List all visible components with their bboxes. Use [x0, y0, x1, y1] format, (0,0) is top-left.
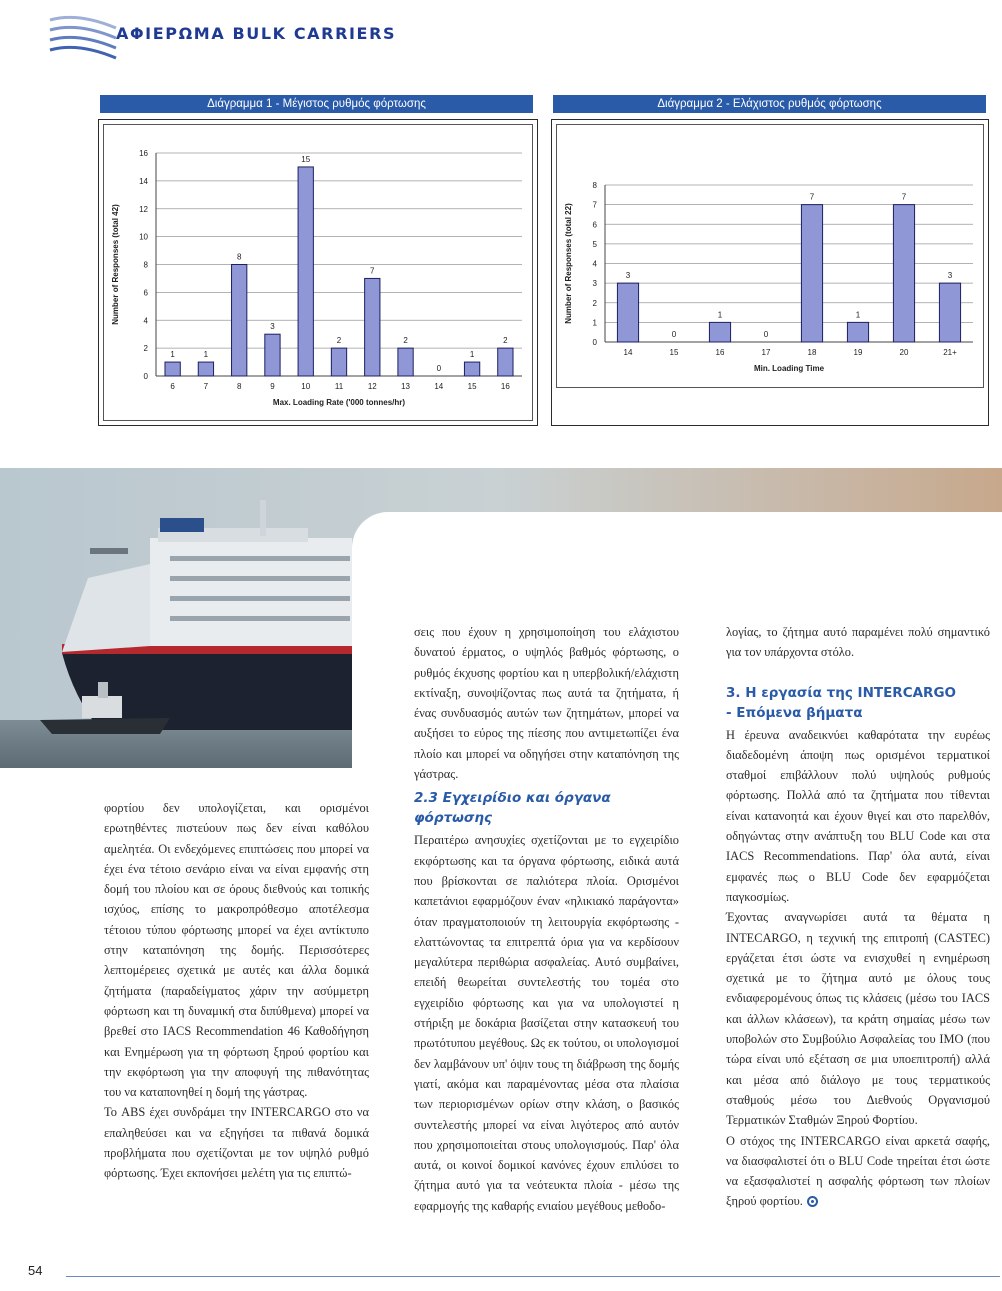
col3-paragraph-1: Η έρευνα αναδεικνύει καθαρότατα την ευρέως διαδεδομένη άποψη πως ορισμένοι τερματικοί σταθμοί επιβάλλουν πολύ υψηλούς ρυθμούς φόρτωσης. Πολλά από τα ζητήματα που τίθενται είναι κατανοητά και έχουν θιγεί και στο παρελθόν, οδηγώντας στην ανάπτυξη του BLU Code και στα IACS Recommendations. Παρ' όλα αυτά, είναι εμφανές πως ο BLU Code δεν εφαρμόζεται παγκοσμίως.	[726, 727, 990, 904]
header-wave-logo-icon	[48, 10, 118, 62]
chart1-x-tick-label: 7	[203, 382, 209, 391]
col2-body: Περαιτέρω ανησυχίες σχετίζονται με το εγχειρίδιο εκφόρτωσης και τα όργανα φόρτωσης, ειδικά αυτά που βρίσκονται σε παλιότερα πλοία. Ορισμένοι καπετάνιοι εφαρμόζουν έναν «ηλικιακό παράγοντα» όταν πραγματοποιούν τη λειτουργία εκφόρτωσης - ελαττώνοντας τα επιτρεπτά όρια για να κερδίσουν μεγαλύτερα περιθώρια ασφαλείας. Αυτό συμβαίνει, επειδή θεωρείται συντελεστής του τομέα στο εγχειρίδιο φόρτωσης και για να υπολογιστεί η στήριξη με δοκάρια βασίζεται στην κατασκευή του πρωτότυπου μεγέθους. Ως εκ τούτου, οι υπολογισμοί δεν λαμβάνουν υπ' όψιν τους τη διάβρωση της δομής γιατί, ακόμα και παραμένοντας μέσα στα πλαίσια των περιορισμένων ορίων στην κλάση, ο βασικός συντελεστής μπορεί να είναι λιγότερος από αυτόν που χρησιμοποιείται στους υπολογισμούς. Παρ' όλα αυτά, οι κοινοί δομικοί κανόνες έχουν επιλύσει το ζήτημα αυτό για τα νεότευκτα πλοία - μέσω της εφαρμογής της καθαρής ενιαίου μεγέθους μεθοδο-	[414, 833, 679, 1213]
chart2-bar	[709, 322, 730, 342]
chart2-data-label: 3	[947, 271, 953, 281]
chart1-data-label: 2	[503, 336, 508, 346]
chart1-y-tick-label: 8	[143, 260, 148, 270]
chart1-data-label: 2	[336, 336, 342, 346]
chart1-data-label: 1	[469, 350, 475, 360]
chart2-data-label: 7	[809, 192, 815, 202]
chart2-y-tick-label: 5	[592, 239, 597, 249]
chart2-data-label: 1	[855, 310, 861, 320]
chart2-y-tick-label: 4	[592, 259, 597, 269]
chart2-data-label: 7	[901, 192, 907, 202]
col3-heading-line1: 3. Η εργασία της INTERCARGO	[726, 684, 957, 701]
chart2-x-tick-label: 16	[715, 348, 725, 357]
footer-rule	[66, 1276, 1000, 1277]
chart2-y-tick-label: 8	[592, 181, 597, 190]
chart1-data-label: 15	[301, 154, 311, 164]
chart1-x-tick-label: 8	[236, 382, 242, 391]
chart2-plot-frame	[556, 124, 984, 388]
chart1-bar	[365, 278, 380, 376]
chart1-bar	[198, 362, 213, 376]
chart1-data-label: 0	[436, 364, 442, 373]
chart1-bar	[265, 334, 280, 376]
chart1-bar	[498, 348, 513, 376]
article-end-icon	[807, 1196, 818, 1207]
chart1-y-tick-label: 10	[139, 232, 148, 242]
col3-paragraph-3	[726, 1131, 990, 1212]
text-column-1	[104, 798, 369, 1184]
chart1-bar	[298, 167, 313, 376]
chart1-bar	[464, 362, 479, 376]
chart1-y-tick-label: 2	[143, 344, 148, 354]
chart2-y-axis-title: Number of Responses (total 22)	[564, 203, 573, 324]
chart2-y-tick-label: 3	[592, 279, 597, 289]
chart1-y-tick-label: 12	[139, 204, 148, 214]
chart1-plot-frame	[103, 124, 533, 421]
chart1-data-label: 1	[170, 350, 175, 360]
chart2-y-tick-label: 0	[592, 338, 597, 347]
chart1-y-tick-label: 6	[143, 288, 148, 298]
chart1-frame	[98, 119, 538, 426]
chart2-x-tick-label: 17	[761, 348, 771, 357]
chart2-data-label: 3	[625, 271, 631, 281]
chart2-x-tick-label: 14	[623, 348, 633, 357]
chart1-bar	[331, 348, 346, 376]
chart1-y-tick-label: 16	[139, 149, 148, 158]
col2-intro: σεις που έχουν η χρησιμοποίηση του ελάχιστου δυνατού έρματος, ο υψηλός βαθμός φόρτωσης, ο ρυθμός έκχυσης φορτίου και η υπερβολική/ελάχιστη εκτίναξη, συνοψίζοντας πως αυτά τα ζητήματα, ή ένας συνδυασμός αυτών των ζητημάτων, μπορεί να αυξήσει το εύρος της πίεσης που αντιμετωπίζει ένα πλοίο και μπορεί να οδηγήσει στην καταπόνηση της γάστρας.	[414, 625, 679, 782]
text-column-2	[414, 622, 679, 1216]
chart2-bar	[801, 205, 822, 342]
chart1-data-label: 7	[370, 266, 375, 276]
chart2-bar	[617, 283, 638, 342]
chart1-heading: Διάγραμμα 1 - Μέγιστος ρυθμός φόρτωσης	[100, 95, 533, 113]
chart1-x-tick-label: 9	[270, 382, 275, 391]
chart1-x-axis-title: Max. Loading Rate ('000 tonnes/hr)	[272, 398, 406, 407]
col1-paragraph-1: φορτίου δεν υπολογίζεται, και ορισμένοι ερωτηθέντες πιστεύουν πως δεν είναι καθόλου αμελητέα. Οι ενδεχόμενες επιπτώσεις που μπορεί να έχει ένα τέτοιο σενάριο είναι να είναι εμφανής στη δομή του πλοίου και σε όρους διεθνούς και τοπικής ισχύος, επίσης το μακροπρόθεσμο αποτέλεσμα τέτοιου τύπου φόρτωσης μπορεί να έχει αντίκτυπο στην καταπόνηση της δομής. Περισσότερες λεπτομέρειες σχετικά με αυτές και άλλα δομικά ζητήματα (παραδείγματος χάριν την ασύμμετρη φόρτωση και τη δυναμική στα διπύθμενα) μπορεί να βρεθεί στο IACS Recommendation 46 Καθοδήγηση και Ενημέρωση για τη φόρτωση ξηρού φορτίου και την εκφόρτωση για την αποφυγή της πιθανότητας του να καταπονηθεί η δομή της γάστρας.	[104, 801, 369, 1100]
chart1-x-tick-label: 12	[367, 382, 377, 391]
chart1-data-label: 8	[236, 252, 242, 262]
chart2-bar	[847, 322, 868, 342]
chart2-data-label: 0	[763, 330, 769, 339]
section-header-title: ΑΦΙΕΡΩΜΑ BULK CARRIERS	[116, 24, 397, 43]
chart1-x-tick-label: 13	[401, 382, 410, 391]
chart2-data-label: 1	[717, 310, 723, 320]
col1-paragraph-2: Το ABS έχει συνδράμει την INTERCARGO στο να επαληθεύσει και να εξηγήσει τα πιθανά δομικά προβλήματα που σχετίζονται με τον υψηλό ρυθμό φόρτωσης. Έχει εκπονήσει μελέτη για τις επιπτώ-	[104, 1105, 369, 1181]
chart1-bar	[232, 265, 247, 377]
chart2-data-label: 0	[671, 330, 677, 339]
chart2-bar	[939, 283, 960, 342]
chart1-bar	[398, 348, 413, 376]
chart2-y-tick-label: 7	[592, 200, 597, 210]
chart1-bar	[165, 362, 180, 376]
chart1-y-tick-label: 14	[139, 176, 148, 186]
chart1-y-axis-title: Number of Responses (total 42)	[111, 204, 120, 325]
chart2-x-tick-label: 20	[899, 348, 909, 357]
chart2-x-tick-label: 15	[669, 348, 679, 357]
chart1-data-label: 1	[203, 350, 209, 360]
chart1-x-tick-label: 10	[301, 382, 311, 391]
chart2-frame	[551, 119, 989, 426]
chart1-data-label: 3	[270, 322, 275, 332]
chart2-x-tick-label: 19	[853, 348, 863, 357]
chart1-y-tick-label: 4	[143, 316, 148, 326]
chart2-x-tick-label: 21+	[943, 348, 957, 357]
col3-intro: λογίας, το ζήτημα αυτό παραμένει πολύ σημαντικό για τον υπάρχοντα στόλο.	[726, 625, 990, 660]
col3-paragraph-2: Έχοντας αναγνωρίσει αυτά τα θέματα η INTECARGO, η τεχνική της επιτροπή (CASTEC) εργάζεται έτσι ώστε να ενισχυθεί η ενημέρωση σχετικά με το ζήτημα αυτό με όλους τους ενδιαφερομένους όπως τις κλάσεις (μέσω του IACS και άλλων κλάσεων), τα κράτη σημαίας μέσω των υποβολών στο Συμβούλιο Ασφαλείας του IMO (που τώρα είναι υπό εξέταση σε μια υποεπιτροπή) αλλά και μέσα από διάλογο με τους τερματικούς σταθμούς μέσω του Διεθνούς Οργανισμού Τερματικών Σταθμών Ξηρού Φορτίου.	[726, 910, 990, 1128]
chart2-y-tick-label: 2	[592, 298, 597, 308]
page-number: 54	[28, 1263, 43, 1278]
chart1-x-tick-label: 14	[434, 382, 444, 391]
chart2-heading: Διάγραμμα 2 - Ελάχιστος ρυθμός φόρτωσης	[553, 95, 986, 113]
chart2-x-tick-label: 18	[807, 348, 817, 357]
col2-heading: 2.3 Εγχειρίδιο και όργανα φόρτωσης	[414, 790, 611, 827]
chart2-svg	[557, 125, 983, 387]
col3-heading-line2: - Επόμενα βήματα	[726, 704, 863, 721]
text-column-3	[726, 622, 990, 1212]
chart2-y-tick-label: 6	[592, 220, 597, 230]
chart2-y-tick-label: 1	[592, 318, 597, 328]
chart1-x-tick-label: 6	[170, 382, 175, 391]
col3-paragraph-3-text: Ο στόχος της INTERCARGO είναι αρκετά σαφής, να διασφαλιστεί ότι ο BLU Code τηρείται έτσι ώστε να εξασφαλιστεί η ασφαλής φόρτωση των πλοίων ξηρού φορτίου.	[726, 1133, 990, 1209]
chart1-data-label: 2	[403, 336, 408, 346]
chart2-x-axis-title: Min. Loading Time	[753, 364, 825, 373]
chart1-x-tick-label: 11	[334, 382, 344, 391]
chart1-x-tick-label: 15	[467, 382, 477, 391]
chart2-bar	[893, 205, 914, 342]
chart1-x-tick-label: 16	[500, 382, 510, 391]
chart1-svg	[104, 125, 532, 420]
chart1-y-tick-label: 0	[143, 372, 148, 381]
